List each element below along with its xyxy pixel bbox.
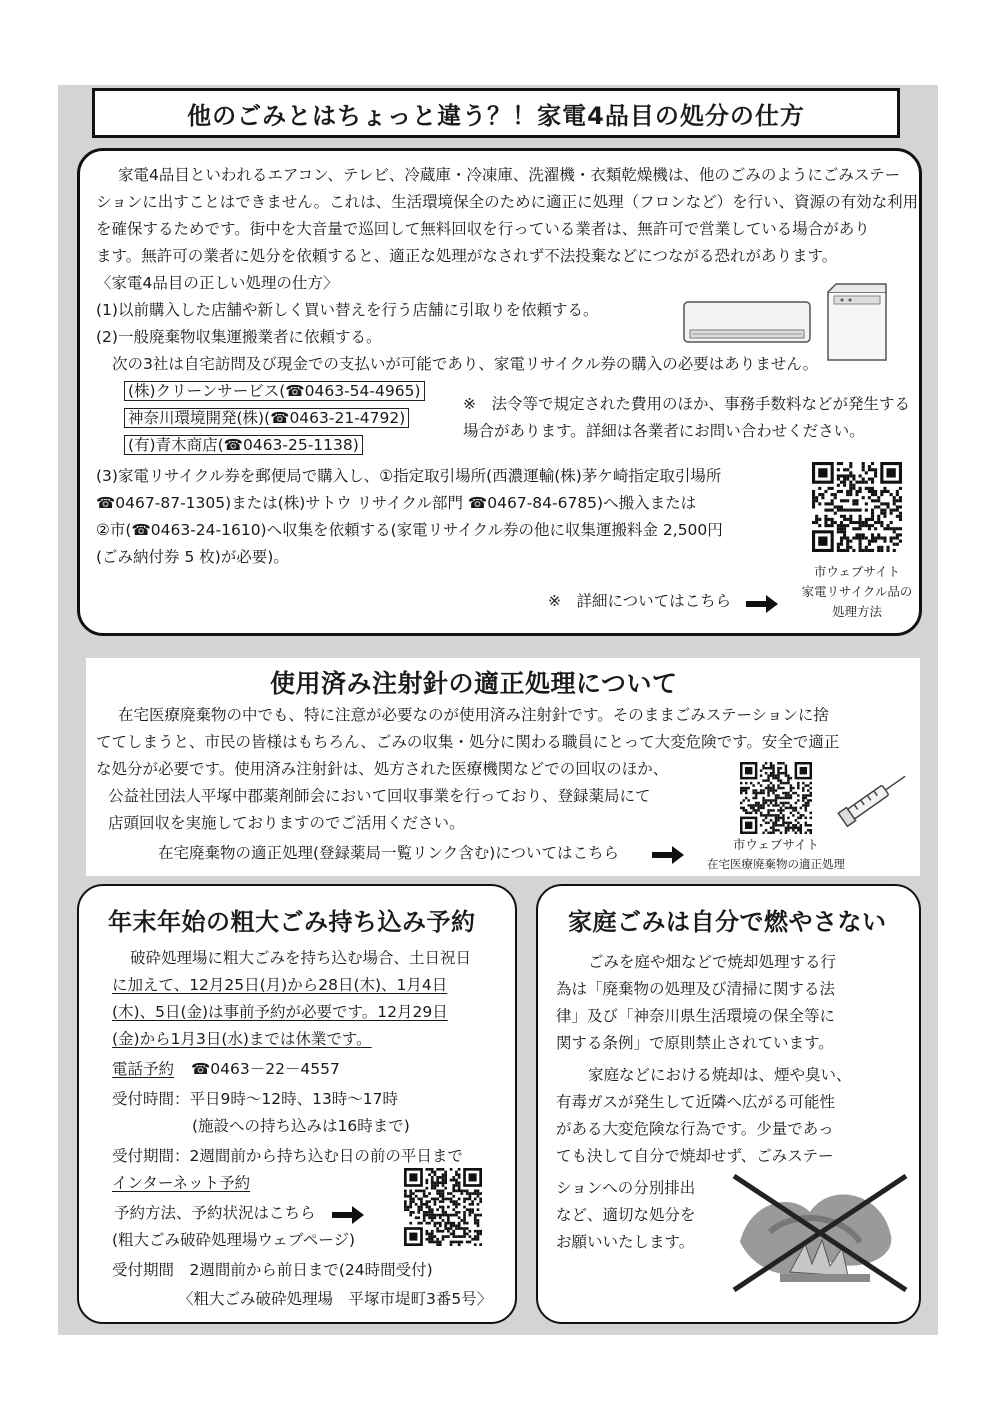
needle-body-line: 在宅医療廃棄物の中でも、特に注意が必要なのが使用済み注射針です。そのままごみステーションに捨: [118, 706, 829, 724]
appliance-intro-line: を確保するためです。街中を大音量で巡回して無料回収を行っている業者は、無許可で営業している場合があり: [96, 220, 870, 238]
qr-caption: 市ウェブサイト: [732, 837, 820, 852]
bulky-body-line: (木)、5日(金)は事前予約が必要です。12月29日: [112, 1003, 448, 1021]
companies-intro: 次の3社は自宅訪問及び現金での支払いが可能であり、家電リサイクル券の購入の必要はありません。: [112, 355, 819, 373]
page-title: 他のごみとはちょっと違う？！家電4品目の処分の仕方: [92, 88, 900, 138]
qr-code-appliance[interactable]: [812, 462, 902, 552]
burning-body-line: 律」及び「神奈川県生活環境の保全等に: [556, 1007, 836, 1025]
reception-period: 受付期間：2週間前から持ち込む日の前の平日まで: [112, 1147, 463, 1165]
method-3-line: ②市(☎0463-24-1610)へ収集を依頼する(家電リサイクル券の他に収集運搬料金 2,500円: [96, 521, 723, 539]
method-heading: 〈家電4品目の正しい処理の仕方〉: [96, 274, 339, 292]
appliance-detail-link[interactable]: ※ 詳細についてはこちら: [548, 592, 732, 610]
needle-heading: 使用済み注射針の適正処理について: [270, 669, 678, 698]
burning-body-line: 有毒ガスが発生して近隣へ広がる可能性: [556, 1093, 836, 1111]
burning-body-line: 家庭などにおける焼却は、煙や臭い、: [588, 1066, 852, 1084]
needle-body-line: ててしまうと、市民の皆様はもちろん、ごみの収集・処分に関わる職員にとって大変危険です。安全で適正: [96, 733, 840, 751]
arrow-right-icon: [652, 846, 684, 864]
bulky-body-line: に加えて、12月25日(月)から28日(木)、1月4日: [112, 976, 448, 994]
qr-caption: 市ウェブサイト: [813, 564, 901, 579]
qr-caption: 在宅医療廃棄物の適正処理: [707, 857, 845, 871]
qr-caption: 家電リサイクル品の: [801, 584, 913, 599]
burning-body-line: など、適切な処分を: [556, 1206, 696, 1224]
method-3-line: ☎0467-87-1305)または(株)サトウ リサイクル部門 ☎0467-84-6785)へ搬入または: [96, 494, 697, 512]
internet-period: 受付期間 2週間前から前日まで(24時間受付): [112, 1261, 433, 1279]
needle-link[interactable]: 在宅廃棄物の適正処理(登録薬局一覧リンク含む)についてはこちら: [158, 844, 619, 862]
reception-hours: 受付時間：平日9時～12時、13時～17時: [112, 1090, 399, 1108]
syringe-icon: [832, 768, 916, 828]
burning-body-line: 関する条例」で原則禁止されています。: [556, 1034, 834, 1052]
burning-heading: 家庭ごみは自分で燃やさない: [568, 908, 887, 936]
arrow-right-icon: [332, 1206, 364, 1224]
bulky-heading: 年末年始の粗大ごみ持ち込み予約: [108, 908, 476, 936]
appliance-intro-line: ションに出すことはできません。これは、生活環境保全のために適正に処理（フロンなど）を行い、資源の有効な利用: [96, 193, 919, 211]
burning-body-line: ても決して自分で焼却せず、ごみステー: [556, 1147, 834, 1165]
no-burning-illustration: [730, 1172, 910, 1294]
qr-caption: 処理方法: [831, 604, 882, 619]
internet-method-link[interactable]: 予約方法、予約状況はこちら: [114, 1204, 316, 1222]
company-kanagawa-kankyo: 神奈川環境開発(株)(☎0463-21-4792): [124, 408, 409, 428]
bulky-body-line: (金)から1月3日(水)までは休業です。: [112, 1030, 372, 1048]
air-conditioner-icon: [682, 298, 812, 350]
needle-body-line: 店頭回収を実施しておりますのでご活用ください。: [108, 814, 465, 832]
method-3-line: (3)家電リサイクル券を郵便局で購入し、①指定取引場所(西濃運輸(株)茅ケ崎指定取引場所: [96, 467, 722, 485]
bulky-body-line: 破砕処理場に粗大ごみを持ち込む場合、土日祝日: [130, 949, 472, 967]
internet-page-note: (粗大ごみ破砕処理場ウェブページ): [112, 1231, 356, 1249]
fee-note-line: ※ 法令等で規定された費用のほか、事務手数料などが発生する: [463, 395, 910, 413]
burning-body-line: ごみを庭や畑などで焼却処理する行: [588, 953, 837, 971]
company-clean-service: (株)クリーンサービス(☎0463-54-4965): [124, 381, 425, 401]
qr-code-bulky[interactable]: [404, 1168, 482, 1246]
burning-body-line: がある大変危険な行為です。少量であっ: [556, 1120, 834, 1138]
internet-reservation-label: インターネット予約: [112, 1174, 251, 1192]
burning-body-line: お願いいたします。: [556, 1233, 695, 1251]
method-3-line: (ごみ納付券 5 枚)が必要)。: [96, 548, 289, 566]
company-aoki-shoten: (有)青木商店(☎0463-25-1138): [124, 435, 363, 455]
reception-hours-note: (施設への持ち込みは16時まで): [192, 1117, 410, 1135]
washing-machine-icon: [822, 280, 892, 364]
method-1: (1)以前購入した店舗や新しく買い替えを行う店舗に引取りを依頼する。: [96, 301, 599, 319]
arrow-right-icon: [746, 595, 778, 613]
burning-body-line: 為は「廃棄物の処理及び清掃に関する法: [556, 980, 836, 998]
needle-body-line: 公益社団法人平塚中郡薬剤師会において回収事業を行っており、登録薬局にて: [108, 787, 651, 805]
needle-body-line: な処分が必要です。使用済み注射針は、処方された医療機関などでの回収のほか、: [96, 760, 669, 778]
appliance-intro-line: 家電4品目といわれるエアコン、テレビ、冷蔵庫・冷凍庫、洗濯機・衣類乾燥機は、他のごみのようにごみステー: [118, 166, 901, 184]
phone-reservation-label: 電話予約: [112, 1060, 175, 1078]
method-2: (2)一般廃棄物収集運搬業者に依頼する。: [96, 328, 382, 346]
qr-code-needle[interactable]: [740, 762, 812, 834]
burning-body-line: ションへの分別排出: [556, 1179, 696, 1197]
facility-address: 〈粗大ごみ破砕処理場 平塚市堤町3番5号〉: [178, 1290, 493, 1308]
appliance-intro-line: ます。無許可の業者に処分を依頼すると、適正な処理がなされず不法投棄などにつながる恐れがあります。: [96, 247, 838, 265]
fee-note-line: 場合があります。詳細は各業者にお問い合わせください。: [463, 422, 865, 440]
phone-number[interactable]: ☎0463－22－4557: [190, 1060, 340, 1078]
